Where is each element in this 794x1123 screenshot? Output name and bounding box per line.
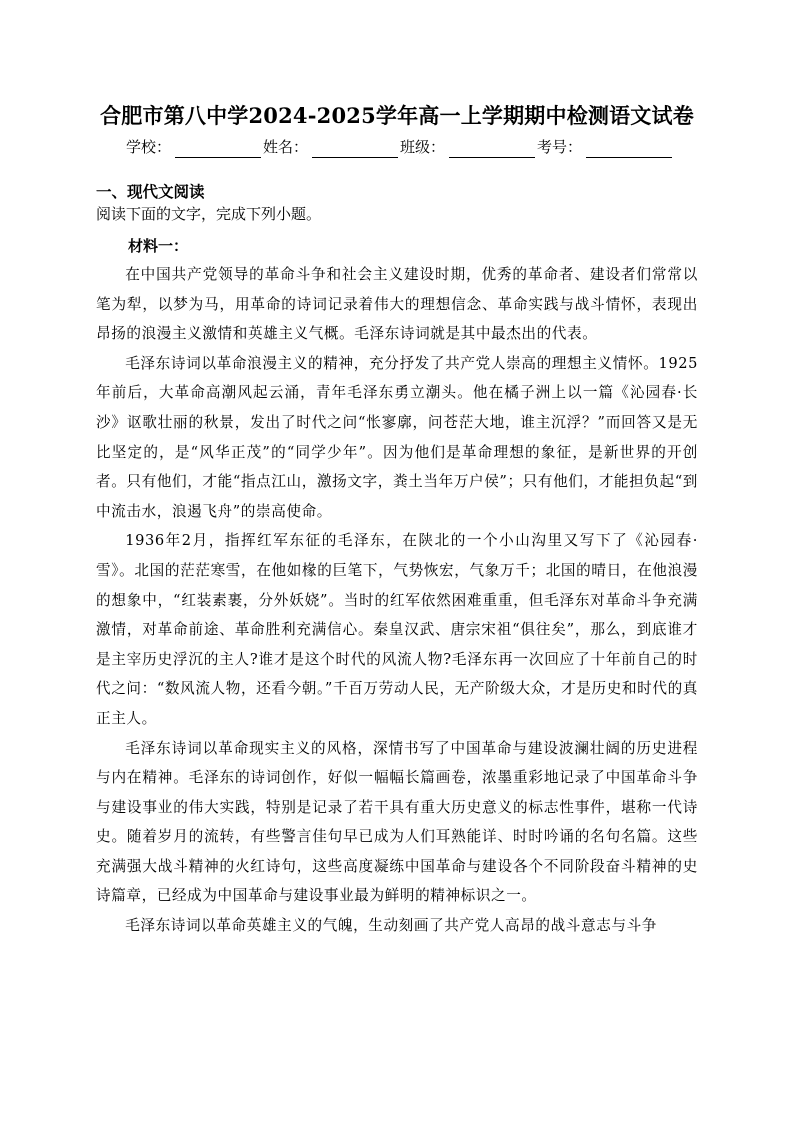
exam-number-label: 考号： <box>537 138 583 156</box>
paragraph: 1936年2月，指挥红军东征的毛泽东，在陕北的一个小山沟里又写下了《沁园春·雪》。北国的茫茫寒雪，在他如椽的巨笔下，气势恢宏，气象万千；北国的晴日，在他浪漫的想象中，“红装素裹，分外妖娆”。当时的红军依然困难重重，但毛泽东对革命斗争充满激情，对革命前途、革命胜利充满信心。秦皇汉武、唐宗宋祖“俱往矣”，那么，到底谁才是主宰历史浮沉的主人?谁才是这个时代的风流人物?毛泽东再一次回应了十年前自己的时代之问：“数风流人物，还看今朝。”千百万劳动人民，无产阶级大众，才是历史和时代的真正主人。 <box>96 532 698 727</box>
student-info-row <box>126 134 674 158</box>
paragraph: 在中国共产党领导的革命斗争和社会主义建设时期，优秀的革命者、建设者们常常以笔为犁，以梦为马，用革命的诗词记录着伟大的理想信念、革命实践与战斗情怀，表现出昂扬的浪漫主义激情和英雄主义气概。毛泽东诗词就是其中最杰出的代表。 <box>96 266 698 343</box>
class-field <box>400 136 537 158</box>
school-field <box>126 136 263 158</box>
reading-instruction: 阅读下面的文字，完成下列小题。 <box>96 205 322 223</box>
exam-number-field <box>537 136 674 158</box>
school-blank <box>175 139 261 158</box>
section-heading: 一、现代文阅读 <box>96 183 205 201</box>
exam-title: 合肥市第八中学2024-2025学年高一上学期期中检测语文试卷 <box>100 103 694 128</box>
name-label: 姓名： <box>263 138 309 156</box>
paragraph: 毛泽东诗词以革命英雄主义的气魄，生动刻画了共产党人高昂的战斗意志与斗争 <box>125 917 657 935</box>
paragraph: 毛泽东诗词以革命浪漫主义的精神，充分抒发了共产党人崇高的理想主义情怀。1925年前后，大革命高潮风起云涌，青年毛泽东勇立潮头。他在橘子洲上以一篇《沁园春·长沙》讴歌壮丽的秋景，发出了时代之问“怅寥廓，问苍茫大地，谁主沉浮？”而回答又是无比坚定的，是“风华正茂”的“同学少年”。因为他们是革命理想的象征，是新世界的开创者。只有他们，才能“指点江山，激扬文字，粪土当年万户侯”；只有他们，才能担负起“到中流击水，浪遏飞舟”的崇高使命。 <box>96 354 698 520</box>
material-label: 材料一： <box>128 237 189 255</box>
school-label: 学校： <box>126 138 172 156</box>
material-body <box>96 260 698 941</box>
paragraph: 毛泽东诗词以革命现实主义的风格，深情书写了中国革命与建设波澜壮阔的历史进程与内在精神。毛泽东的诗词创作，好似一幅幅长篇画卷，浓墨重彩地记录了中国革命斗争与建设事业的伟大实践，特别是记录了若干具有重大历史意义的标志性事件，堪称一代诗史。随着岁月的流转，有些警言佳句早已成为人们耳熟能详、时时吟诵的名句名篇。这些充满强大战斗精神的火红诗句，这些高度凝练中国革命与建设各个不同阶段奋斗精神的史诗篇章，已经成为中国革命与建设事业最为鲜明的精神标识之一。 <box>96 739 698 905</box>
exam-number-blank <box>586 139 672 158</box>
class-blank <box>449 139 535 158</box>
name-field <box>263 136 400 158</box>
class-label: 班级： <box>400 138 446 156</box>
name-blank <box>312 139 398 158</box>
